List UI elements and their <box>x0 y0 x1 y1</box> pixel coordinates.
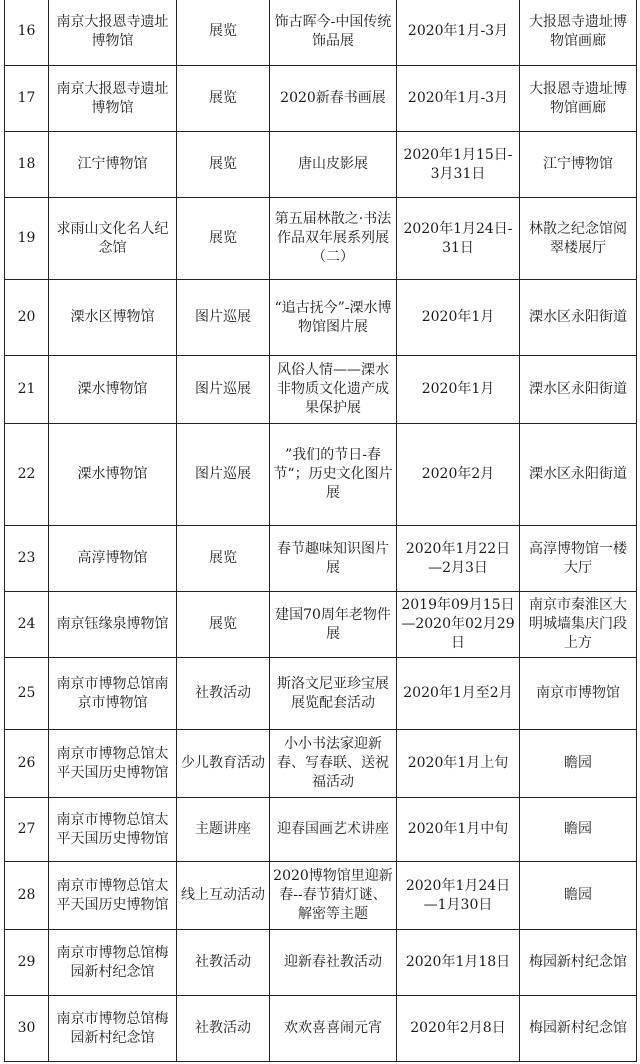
event-date-cell: 2020年1月15日-3月31日 <box>397 132 520 198</box>
event-title-cell: 斯洛文尼亚珍宝展展览配套活动 <box>270 658 397 730</box>
event-type-cell: 图片巡展 <box>177 356 270 424</box>
museum-cell: 南京市博物总馆梅园新村纪念馆 <box>49 996 177 1062</box>
venue-cell: 南京市博物馆 <box>520 658 637 730</box>
museum-cell: 南京市博物总馆太平天国历史博物馆 <box>49 798 177 862</box>
venue-cell: 瞻园 <box>520 862 637 930</box>
event-date-cell: 2020年1月中旬 <box>397 798 520 862</box>
event-type-cell: 展览 <box>177 132 270 198</box>
row-number-cell: 24 <box>5 592 49 658</box>
row-number-cell: 28 <box>5 862 49 930</box>
event-date-cell: 2020年1月-3月 <box>397 0 520 66</box>
event-title-cell: ”我们的节日-春节“；历史文化图片展 <box>270 424 397 526</box>
event-title-cell: 第五届林散之·书法作品双年展系列展（二） <box>270 198 397 280</box>
table-row <box>5 132 637 198</box>
table-row <box>5 198 637 280</box>
row-number-cell: 30 <box>5 996 49 1062</box>
venue-cell: 大报恩寺遗址博物馆画廊 <box>520 66 637 132</box>
event-date-cell: 2020年1月 <box>397 280 520 356</box>
venue-cell: 梅园新村纪念馆 <box>520 996 637 1062</box>
venue-cell: 江宁博物馆 <box>520 132 637 198</box>
venue-cell: 溧水区永阳街道 <box>520 424 637 526</box>
venue-cell: 林散之纪念馆阅翠楼展厅 <box>520 198 637 280</box>
venue-cell: 瞻园 <box>520 730 637 798</box>
table-row <box>5 526 637 592</box>
museum-cell: 求雨山文化名人纪念馆 <box>49 198 177 280</box>
event-type-cell: 图片巡展 <box>177 280 270 356</box>
row-number-cell: 18 <box>5 132 49 198</box>
event-title-cell: 迎新春社教活动 <box>270 930 397 996</box>
event-date-cell: 2020年1月至2月 <box>397 658 520 730</box>
event-date-cell: 2020年1月-3月 <box>397 66 520 132</box>
event-type-cell: 少儿教育活动 <box>177 730 270 798</box>
event-type-cell: 图片巡展 <box>177 424 270 526</box>
event-type-cell: 展览 <box>177 66 270 132</box>
event-type-cell: 社教活动 <box>177 658 270 730</box>
museum-cell: 南京大报恩寺遗址博物馆 <box>49 66 177 132</box>
table-row <box>5 798 637 862</box>
event-type-cell: 展览 <box>177 526 270 592</box>
museum-cell: 南京大报恩寺遗址博物馆 <box>49 0 177 66</box>
table-row <box>5 730 637 798</box>
row-number-cell: 20 <box>5 280 49 356</box>
event-date-cell: 2020年1月 <box>397 356 520 424</box>
row-number-cell: 21 <box>5 356 49 424</box>
table-row <box>5 658 637 730</box>
museum-cell: 南京钰缘泉博物馆 <box>49 592 177 658</box>
museum-cell: 南京市博物总馆梅园新村纪念馆 <box>49 930 177 996</box>
table-row <box>5 930 637 996</box>
museum-cell: 溧水区博物馆 <box>49 280 177 356</box>
event-title-cell: 2020博物馆里迎新春--春节猜灯谜、解密等主题 <box>270 862 397 930</box>
venue-cell: 溧水区永阳街道 <box>520 280 637 356</box>
museum-cell: 高淳博物馆 <box>49 526 177 592</box>
event-title-cell: 唐山皮影展 <box>270 132 397 198</box>
table-row <box>5 280 637 356</box>
row-number-cell: 22 <box>5 424 49 526</box>
table-row <box>5 996 637 1062</box>
row-number-cell: 26 <box>5 730 49 798</box>
event-title-cell: 迎春国画艺术讲座 <box>270 798 397 862</box>
venue-cell: 大报恩寺遗址博物馆画廊 <box>520 0 637 66</box>
event-type-cell: 社教活动 <box>177 930 270 996</box>
table-row <box>5 356 637 424</box>
event-date-cell: 2020年2月 <box>397 424 520 526</box>
venue-cell: 瞻园 <box>520 798 637 862</box>
event-date-cell: 2019年09月15日—2020年02月29日 <box>397 592 520 658</box>
venue-cell: 溧水区永阳街道 <box>520 356 637 424</box>
event-type-cell: 展览 <box>177 592 270 658</box>
table-row <box>5 592 637 658</box>
event-type-cell: 展览 <box>177 198 270 280</box>
event-title-cell: 2020新春书画展 <box>270 66 397 132</box>
event-title-cell: 风俗人情——溧水非物质文化遗产成果保护展 <box>270 356 397 424</box>
event-type-cell: 展览 <box>177 0 270 66</box>
event-title-cell: “追古抚今”-溧水博物馆图片展 <box>270 280 397 356</box>
table-row <box>5 424 637 526</box>
event-title-cell: 小小书法家迎新春、写春联、送祝福活动 <box>270 730 397 798</box>
venue-cell: 南京市秦淮区大明城墙集庆门段上方 <box>520 592 637 658</box>
table-row <box>5 0 637 66</box>
event-date-cell: 2020年2月8日 <box>397 996 520 1062</box>
event-title-cell: 春节趣味知识图片展 <box>270 526 397 592</box>
event-type-cell: 主题讲座 <box>177 798 270 862</box>
venue-cell: 梅园新村纪念馆 <box>520 930 637 996</box>
museum-cell: 南京市博物总馆太平天国历史博物馆 <box>49 730 177 798</box>
event-type-cell: 线上互动活动 <box>177 862 270 930</box>
table-row <box>5 862 637 930</box>
row-number-cell: 16 <box>5 0 49 66</box>
row-number-cell: 29 <box>5 930 49 996</box>
row-number-cell: 27 <box>5 798 49 862</box>
event-date-cell: 2020年1月24日-31日 <box>397 198 520 280</box>
row-number-cell: 17 <box>5 66 49 132</box>
table-row <box>5 66 637 132</box>
event-title-cell: 饰古晖今-中国传统饰品展 <box>270 0 397 66</box>
event-title-cell: 欢欢喜喜闹元宵 <box>270 996 397 1062</box>
row-number-cell: 19 <box>5 198 49 280</box>
venue-cell: 高淳博物馆一楼大厅 <box>520 526 637 592</box>
event-date-cell: 2020年1月22日—2月3日 <box>397 526 520 592</box>
events-table <box>4 0 637 1062</box>
museum-cell: 南京市博物总馆太平天国历史博物馆 <box>49 862 177 930</box>
event-date-cell: 2020年1月18日 <box>397 930 520 996</box>
event-title-cell: 建国70周年老物件展 <box>270 592 397 658</box>
row-number-cell: 25 <box>5 658 49 730</box>
museum-cell: 溧水博物馆 <box>49 356 177 424</box>
row-number-cell: 23 <box>5 526 49 592</box>
event-date-cell: 2020年1月上旬 <box>397 730 520 798</box>
museum-cell: 南京市博物总馆南京市博物馆 <box>49 658 177 730</box>
museum-cell: 江宁博物馆 <box>49 132 177 198</box>
museum-cell: 溧水博物馆 <box>49 424 177 526</box>
event-date-cell: 2020年1月24日—1月30日 <box>397 862 520 930</box>
event-type-cell: 社教活动 <box>177 996 270 1062</box>
